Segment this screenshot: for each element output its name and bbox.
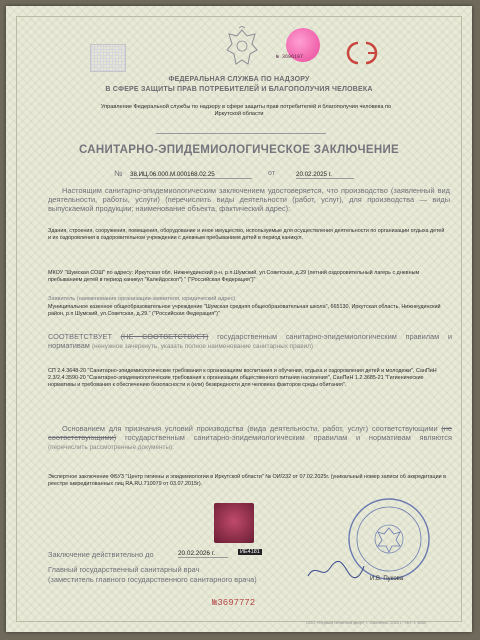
certificate-number: 38.ИЦ.06.000.М.000168.02.25 bbox=[130, 171, 252, 179]
decorative-stamp-block bbox=[90, 44, 126, 72]
department-line1: Управление Федеральной службы по надзору в сфере защиты прав потребителей и благополучия человека по bbox=[100, 104, 392, 110]
signatory-role-line1: Главный государственный санитарный врач bbox=[48, 565, 200, 574]
school-address: МКОУ "Шумская СОШ" по адресу: Иркутская обл, Нижнеудинский р-н, р.п.Шумский, ул.Советская, д.29 (летний оздоровительный лагерь с дневным пребыванием детей в период каникул "Калейдоскоп") " ("Российская Федерация")" bbox=[48, 270, 420, 283]
basis-statement bbox=[48, 424, 452, 452]
signatory-name: И.В. Пукова bbox=[370, 576, 404, 582]
hologram-seal bbox=[214, 503, 254, 543]
basis-struck: (не соответствующими) bbox=[48, 424, 452, 442]
certificate-date: 20.02.2025 г. bbox=[296, 171, 354, 179]
department-line2: Иркутской области bbox=[214, 111, 264, 117]
ce-logo bbox=[344, 40, 384, 66]
certificate-page bbox=[6, 6, 472, 632]
basis-hint: (перечислить рассмотренные документы): bbox=[48, 444, 174, 451]
signatory-role-line2: (заместитель главного государственного санитарного врача) bbox=[48, 575, 257, 584]
validity-label: Заключение действительно до bbox=[48, 550, 154, 559]
printer-footer: ООО «Первый печатный двор», г. Смоленск, 2024 г., «Б», т. 6000 bbox=[306, 620, 427, 625]
basis-text1: Основанием для признания условий производства (вида деятельности, работ, услуг) соответствующими bbox=[62, 424, 438, 433]
expert-conclusion: Экспертное заключение ФБУЗ "Центр гигиены и эпидемиологии в Иркутской области" № ОИ/232 от 07.02.2025г. (уникальный номер записи об аккредитации в реестре аккредитованных лиц RA.RU.710079 от 03.07.2015г). bbox=[48, 474, 446, 487]
compliance-struck: (НЕ СООТВЕТСТВУЕТ) bbox=[120, 332, 209, 341]
divider bbox=[156, 133, 326, 134]
number-label: № bbox=[114, 169, 123, 178]
basis-text2: государственным санитарно-эпидемиологическим правилам и нормативам являются bbox=[124, 433, 452, 442]
agency-title-line2: В СФЕРЕ ЗАЩИТЫ ПРАВ ПОТРЕБИТЕЛЕЙ И БЛАГОПОЛУЧИЯ ЧЕЛОВЕКА bbox=[105, 86, 373, 93]
from-label: от bbox=[268, 170, 275, 177]
coat-of-arms-emblem bbox=[222, 26, 262, 68]
sanitary-rules-list: СП 2.4.3648-20 "Санитарно-эпидемиологические требования к организациям воспитания и обучения, отдыха и оздоровления детей и молодежи", СанПиН 2.3/2.4.3590-20 "Санитарно-эпидемиологические требования к организации общественного питания населения", СанПиН 1.2.3685-21 "Гигиенические нормативы и требования к обеспечению безопасности и (или) безвредности для человека факторов среды обитания". bbox=[48, 368, 437, 388]
hologram-code: ИЕ4181 bbox=[240, 549, 260, 555]
intro-text: Настоящим санитарно-эпидемиологическим заключением удостоверяется, что производство (заявленный вид деятельности, работы, услуги) (перечислить виды деятельности (работ, услуг), для производства — виды выпускаемой продукции; наименование объекта, фактический адрес): bbox=[48, 186, 450, 213]
compliance-hint: (ненужное зачеркнуть, указать полное наименование санитарных правил) bbox=[91, 343, 314, 350]
document-title: САНИТАРНО-ЭПИДЕМИОЛОГИЧЕСКОЕ ЗАКЛЮЧЕНИЕ bbox=[78, 144, 399, 156]
applicant-details: Муниципальное казенное общеобразовательное учреждение "Шумская средняя общеобразовательная школа", 665130, Иркутская область, Нижнеудинский район, р.п Шумский, ул.Советская, д.29." ("Российская Федерация")" bbox=[48, 304, 441, 317]
compliance-statement bbox=[48, 332, 452, 351]
stamp-number: № 3696197 bbox=[276, 54, 304, 60]
compliance-rest: государственным санитарно-эпидемиологическим правилам и нормативам bbox=[48, 332, 452, 350]
handwritten-signature bbox=[306, 558, 366, 582]
validity-date: 20.02.2026 г. bbox=[178, 550, 228, 558]
agency-title-line1: ФЕДЕРАЛЬНАЯ СЛУЖБА ПО НАДЗОРУ bbox=[168, 76, 310, 83]
serial-number: №3697772 bbox=[212, 598, 256, 608]
applicant-label: Заявитель (наименование организации-заявителя, юридический адрес) bbox=[48, 296, 236, 302]
compliance-word: СООТВЕТСТВУЕТ bbox=[48, 332, 112, 341]
object-description: Здания, строения, сооружения, помещения, оборудование и иное имущество, используемые для осуществления деятельности по организации отдыха детей и их оздоровления в оздоровительном учреждении с дневным пребыванием детей в период каникул. bbox=[48, 228, 445, 241]
